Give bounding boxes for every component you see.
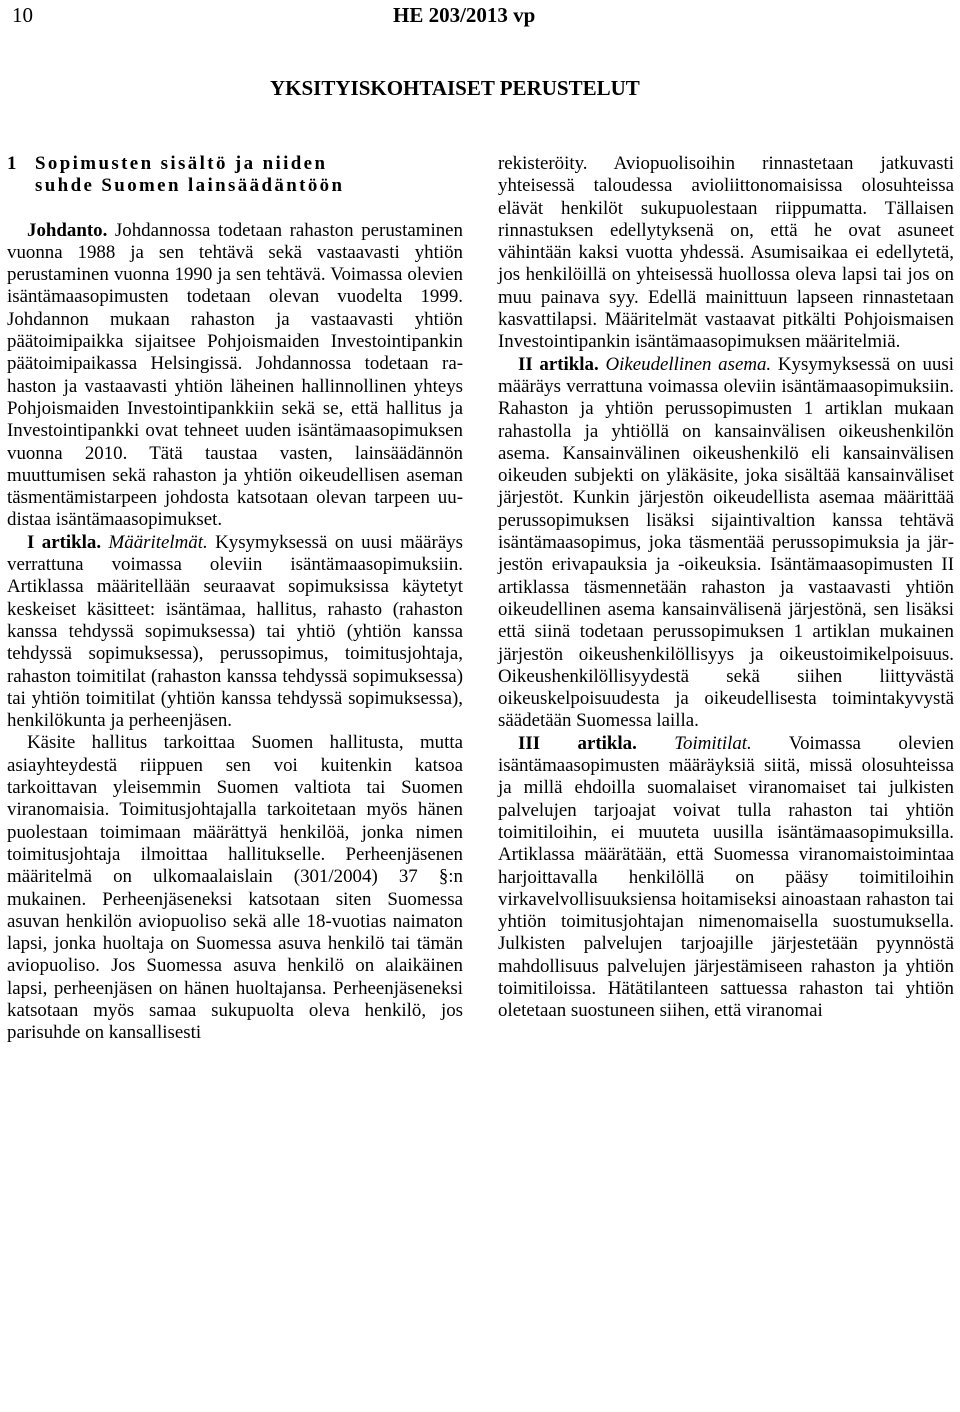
page-title: YKSITYISKOHTAISET PERUSTELUT (270, 76, 640, 100)
article-label: III artikla. (518, 732, 637, 754)
paragraph-text: Kysymyksessä on uusi määräys verrattuna voimassa oleviin isäntämaasopimuksiin. Rahaston ja yhtiön perussopimusten 1 artiklan mukaan rahastolla ja yhtiöllä on kansainvälisen oikeushenkilön asema. Kansainvälinen oikeushenkilö eli kansainvälisen oikeuden subjekti on yläkäsite, joka sisältää kansainväliset järjestöt. Kunkin järjestön oikeudellista asemaa määrittää perussopimuksen lisäksi sijaintivaltion kanssa tehtävä isäntämaasopimus, joka täsmentää perussopimuksia ja järjestön erivapauksia ja -oikeuksia. Isäntämaasopimusten II artiklassa täsmennetään rahaston ja vastaavasti yhtiön oikeudellinen asema kansainvälisenä järjestönä, sen lisäksi että siinä todetaan perussopimuksen 1 artiklan mukainen järjestön oikeushenkilöllisyys ja oikeustoimikelpoisuus. Oikeushenkilöllisyydestä sekä siihen liittyvästä oikeuskelpoisuudesta ja oikeudellisesta toimintakyvystä säädetään Suomessa lailla. (498, 353, 955, 732)
paragraph-text: Kysymyksessä on uusi määräys verrattuna voimassa oleviin isäntämaasopimuksiin. Artiklassa määritellään seuraavat sopimuksissa käytetyt keskeiset käsitteet: isäntämaa, hallitus, rahasto (rahaston kanssa tehdyssä sopimuksessa) tai yhtiö (yhtiön kanssa tehdyssä sopimuksessa), perussopimus, toimitusjohtaja, rahaston toimitilat (rahaston kanssa tehdyssä sopimuksessa) tai yhtiön toimitilat (yhtiön kanssa tehdyssä sopimuksessa), henkilökunta ja perheenjäsen. (7, 531, 463, 732)
paragraph-article-3 (498, 733, 954, 1023)
document-id: HE 203/2013 vp (393, 3, 536, 27)
paragraph-text: Johdannossa todetaan rahaston perustaminen vuonna 1988 ja sen tehtävä sekä vastaavasti yhtiön perustaminen vuonna 1990 ja sen tehtävä. Voimassa olevien isäntämaasopimusten todetaan olevan vuodelta 1999. Johdannon mukaan rahaston ja vastaavasti yhtiön päätoimipaikka sijaitsee Pohjoismaiden Investointipankin päätoimipaikassa Helsingissä. Johdannossa todetaan rahaston ja vastaavasti yhtiön läheinen hallinnollinen yhteys Pohjoismaiden Investointipankkiin sekä se, että hallitus ja Investointipankki ovat tehneet uuden isäntämaasopimuksen vuonna 2010. Tätä taustaa vasten, lainsäädännön muuttumisen sekä rahaston ja yhtiön oikeudellisen aseman täsmentämistarpeen johdosta katsotaan olevan tarpeen uudistaa isäntämaasopimukset. (7, 219, 463, 531)
section-number: 1 (7, 153, 17, 174)
page-number: 10 (12, 3, 33, 27)
right-column (498, 153, 954, 1023)
article-title: Toimitilat. (674, 732, 752, 754)
section-heading-line1: Sopimusten sisältö ja niiden (35, 153, 328, 174)
article-title: Oikeudellinen asema. (605, 353, 772, 375)
article-label: I artikla. (27, 531, 102, 553)
article-title: Määritelmät. (108, 531, 208, 553)
paragraph-article-2 (498, 354, 954, 733)
section-heading-line2: suhde Suomen lainsäädäntöön (35, 175, 345, 197)
paragraph-johdanto (7, 220, 463, 532)
paragraph-continued (498, 153, 954, 354)
section-heading (7, 153, 463, 198)
paragraph-lead: Johdanto. (27, 219, 108, 241)
paragraph-text: Voimassa olevien isäntämaasopimusten määräyksiä siitä, missä olosuhteissa ja millä ehdoilla suomalaiset viranomaiset tai julkisten palvelujen tarjoajat voivat tulla rahaston tai yhtiön toimitiloihin, ei muuteta uusilla isäntämaasopimuksilla. Artiklassa määrätään, että Suomessa viranomaistoimintaa harjoittavalla henkilöllä on pääsy toimitiloihin virkavelvollisuuksiensa hoitamiseksi ainoastaan rahaston tai yhtiön toimitusjohtajan nimenomaisella suostumuksella. Julkisten palvelujen tarjoajille järjestetään pyynnöstä mahdollisuus palvelujen järjestämiseen rahaston ja yhtiön toimitiloissa. Hätätilanteen sattuessa rahaston tai yhtiön oletetaan suostuneen siihen, että viranomai (498, 732, 954, 1022)
paragraph-article-1 (7, 532, 463, 733)
paragraph-text: rekisteröity. Aviopuolisoihin rinnastetaan jatkuvasti yhteisessä taloudessa avioliittonomaisissa olosuhteissa elävät henkilöt sukupuolestaan riippumatta. Tällaisen rinnastuksen edellytyksenä on, että he ovat asuneet vähintään kaksi vuotta yhdessä. Asumisaikaa ei edellytetä, jos henkilöillä on yhteisessä huollossa oleva lapsi tai jos on muu painava syy. Edellä mainittuun lapseen rinnastetaan kasvattilapsi. Määritelmät vastaavat pitkälti Pohjoismaisen Investointipankin isäntämaasopimuksen määritelmiä. (498, 153, 954, 353)
paragraph-definitions (7, 732, 463, 1044)
paragraph-text: Käsite hallitus tarkoittaa Suomen hallitusta, mutta asiayhteydestä riippuen sen voi kuitenkin katsoa tarkoittavan yleisemmin Suomen valtiota tai Suomen viranomaisia. Toimitusjohtajalla tarkoitetaan myös hänen puolestaan toimimaan määrättyä henkilöä, jonka nimen toimitusjohtaja ilmoittaa hallitukselle. Perheenjäsenen määritelmä on ulkomaalaislain (301/2004) 37 §:n mukainen. Perheenjäseneksi katsotaan siten Suomessa asuvan henkilön aviopuoliso sekä alle 18-vuotias naimaton lapsi, jonka huoltaja on Suomessa asuva henkilö tai tämän aviopuoliso. Jos Suomessa asuva henkilö on alaikäinen lapsi, perheenjäsen on hänen huoltajansa. Perheenjäseneksi katsotaan myös samaa sukupuolta oleva henkilö, jos parisuhde on kansallisesti (7, 732, 463, 1044)
article-label: II artikla. (518, 353, 599, 375)
left-column (7, 153, 463, 1045)
